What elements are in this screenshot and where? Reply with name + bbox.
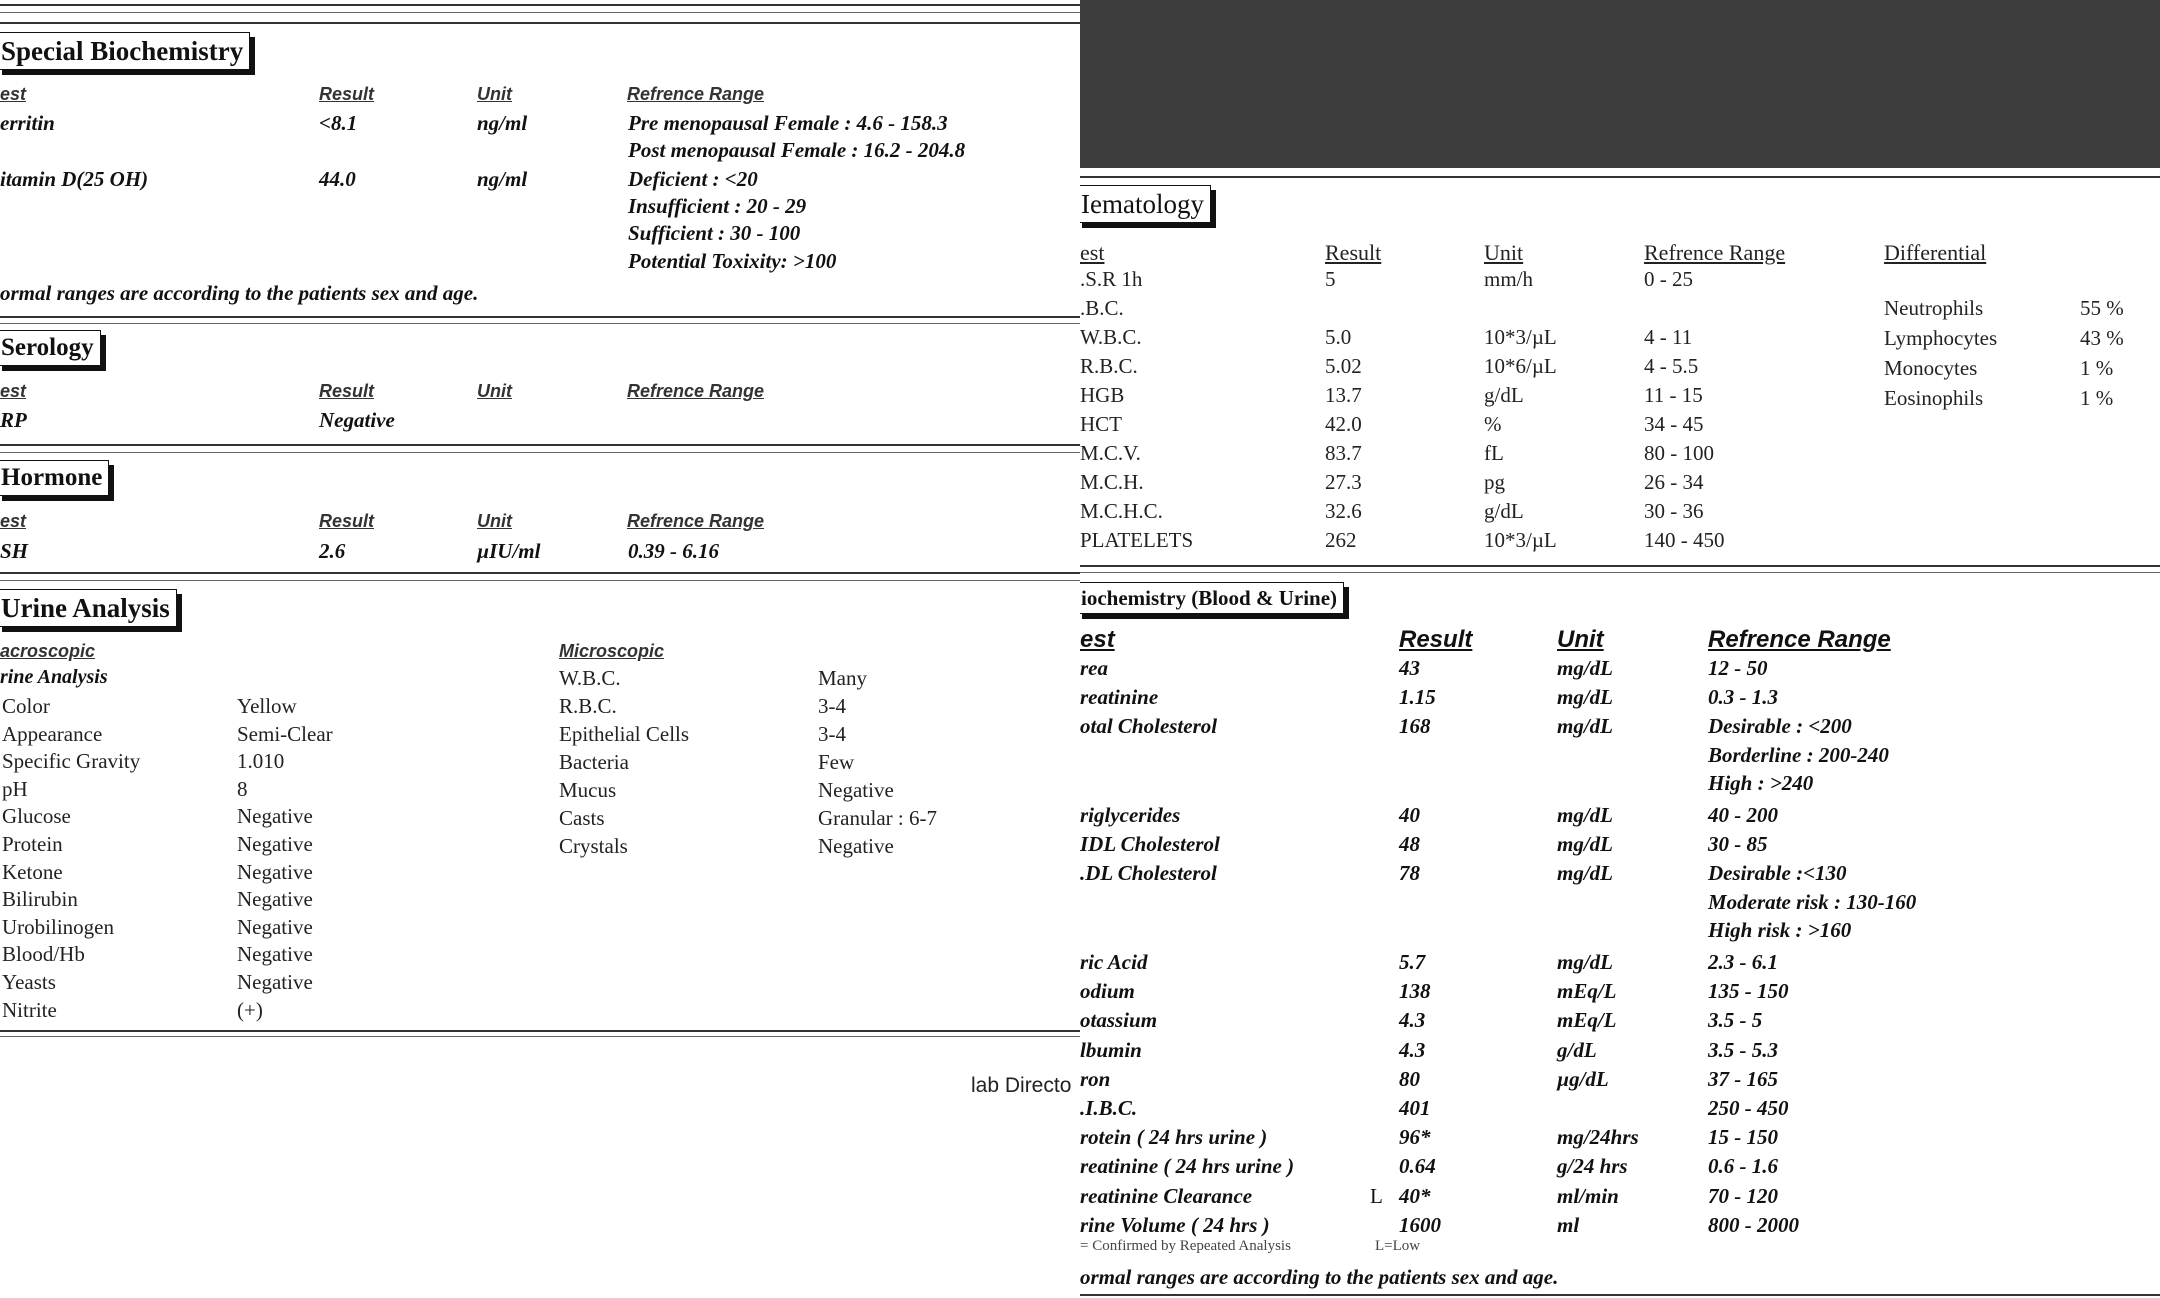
biochem-test-name: reatinine ( 24 hrs urine ) xyxy=(1080,1154,1295,1179)
hematology-range: 34 - 45 xyxy=(1644,412,1704,436)
biochem-result: 96* xyxy=(1399,1125,1431,1150)
biochem-result: 138 xyxy=(1399,979,1431,1004)
biochem-test-name: riglycerides xyxy=(1080,803,1181,827)
biochem-test-name: IDL Cholesterol xyxy=(1080,832,1220,857)
col-header-unit: Unit xyxy=(477,511,512,531)
tsh-range: 0.39 - 6.16 xyxy=(628,539,719,563)
hematology-unit: fL xyxy=(1484,441,1504,465)
biochem-test-name: reatinine Clearance xyxy=(1080,1183,1253,1208)
biochem-test-name: lbumin xyxy=(1080,1037,1142,1062)
biochem-range: 0.3 - 1.3 xyxy=(1708,685,1778,710)
serology-title: Serology xyxy=(0,330,101,366)
hematology-test-name: M.C.H. xyxy=(1080,470,1144,494)
biochem-unit: mg/dL xyxy=(1557,656,1613,680)
divider xyxy=(0,323,1080,324)
divider xyxy=(0,12,1080,13)
biochem-range: Desirable :<130 xyxy=(1708,861,1847,886)
normal-ranges-note: ormal ranges are according to the patients sex and age. xyxy=(1080,1265,1559,1289)
urine-macro-value: Negative xyxy=(237,859,313,884)
biochem-range: 12 - 50 xyxy=(1708,656,1768,680)
biochem-unit: g/dL xyxy=(1557,1037,1597,1062)
biochem-unit: g/24 hrs xyxy=(1557,1154,1628,1179)
low-flag-legend: L=Low xyxy=(1375,1238,1421,1254)
hematology-range: 30 - 36 xyxy=(1644,499,1704,523)
biochem-result: 1.15 xyxy=(1399,685,1436,710)
differential-value: 1 % xyxy=(2080,386,2114,410)
urine-macro-label: Blood/Hb xyxy=(2,942,85,967)
ferritin-range-line: Post menopausal Female : 16.2 - 204.8 xyxy=(628,138,966,162)
crp-result: Negative xyxy=(319,408,395,432)
col-header-result: Result xyxy=(1399,626,1473,653)
biochem-test-name: rotein ( 24 hrs urine ) xyxy=(1080,1125,1268,1150)
urine-macro-value: Semi-Clear xyxy=(237,721,333,746)
biochem-range: Moderate risk : 130-160 xyxy=(1708,889,1917,914)
hematology-result: 5.0 xyxy=(1325,325,1352,349)
urine-macro-value: Negative xyxy=(237,887,313,912)
urine-micro-value: Granular : 6-7 xyxy=(818,806,937,830)
biochem-range: 70 - 120 xyxy=(1708,1183,1778,1208)
biochem-result: 5.7 xyxy=(1399,950,1426,974)
vitamin-d-range-line: Insufficient : 20 - 29 xyxy=(628,194,807,218)
urine-macro-value: Negative xyxy=(237,832,313,856)
biochem-result: 40* xyxy=(1399,1183,1431,1208)
special-biochemistry-title: Special Biochemistry xyxy=(0,32,250,70)
divider xyxy=(1080,572,2160,573)
hematology-unit: mm/h xyxy=(1484,267,1534,291)
col-header-unit: Unit xyxy=(477,381,512,401)
biochem-range: 0.6 - 1.6 xyxy=(1708,1154,1778,1179)
differential-name: Eosinophils xyxy=(1884,386,1984,410)
biochem-unit: mg/dL xyxy=(1557,685,1613,710)
microscopic-header: Microscopic xyxy=(559,641,665,661)
normal-ranges-note: ormal ranges are according to the patients sex and age. xyxy=(0,281,479,305)
biochem-unit: mg/dL xyxy=(1557,861,1613,886)
urine-micro-value: Negative xyxy=(818,778,894,802)
biochem-unit: ml xyxy=(1557,1212,1580,1237)
biochem-test-name: otassium xyxy=(1080,1008,1158,1033)
urine-macro-label: Ketone xyxy=(2,859,63,884)
hematology-unit: 10*6/µL xyxy=(1484,354,1557,378)
biochem-unit: mEq/L xyxy=(1557,1008,1617,1033)
col-header-unit: Unit xyxy=(1557,626,1604,653)
hematology-result: 32.6 xyxy=(1325,499,1362,523)
tsh-name: SH xyxy=(0,539,29,563)
hematology-range: 140 - 450 xyxy=(1644,528,1725,552)
divider xyxy=(0,22,1080,24)
biochem-range: 3.5 - 5 xyxy=(1708,1008,1763,1033)
vitamin-d-range-line: Potential Toxixity: >100 xyxy=(628,249,837,273)
col-header-result: Result xyxy=(319,84,375,104)
hematology-unit: g/dL xyxy=(1484,383,1524,407)
ferritin-range-line: Pre menopausal Female : 4.6 - 158.3 xyxy=(628,111,948,135)
biochem-test-name: ron xyxy=(1080,1066,1111,1091)
biochem-result: 40 xyxy=(1399,803,1420,827)
divider xyxy=(0,452,1080,453)
vitamin-d-range-line: Deficient : <20 xyxy=(628,167,758,191)
biochem-range: 15 - 150 xyxy=(1708,1125,1778,1150)
divider xyxy=(0,316,1080,318)
dark-header-band xyxy=(1080,0,2160,168)
hematology-unit: % xyxy=(1484,412,1502,436)
biochem-unit: mg/dL xyxy=(1557,714,1613,739)
urine-micro-label: Casts xyxy=(559,806,605,830)
confirmed-footnote: = Confirmed by Repeated Analysis xyxy=(1080,1238,1291,1254)
urine-macro-label: Specific Gravity xyxy=(2,749,141,774)
biochem-result: 401 xyxy=(1399,1096,1431,1120)
hematology-unit: g/dL xyxy=(1484,499,1524,523)
col-header-unit: Unit xyxy=(1484,240,1524,265)
hematology-test-name: W.B.C. xyxy=(1080,325,1142,349)
biochem-test-name: .I.B.C. xyxy=(1080,1096,1138,1120)
urine-macro-value: 8 xyxy=(237,776,248,801)
hematology-result: 42.0 xyxy=(1325,412,1362,436)
biochem-range: 250 - 450 xyxy=(1708,1096,1789,1120)
urine-macro-value: 1.010 xyxy=(237,749,285,774)
hematology-range: 0 - 25 xyxy=(1644,267,1693,291)
biochem-flag: L xyxy=(1370,1183,1383,1208)
biochem-test-name: odium xyxy=(1080,979,1135,1004)
tsh-result: 2.6 xyxy=(319,539,346,563)
urine-micro-label: Crystals xyxy=(559,834,628,858)
urine-macro-label: Color xyxy=(2,694,50,718)
hematology-test-name: PLATELETS xyxy=(1080,528,1194,552)
col-header-test: est xyxy=(1080,240,1105,265)
urine-macro-value: Negative xyxy=(237,970,313,994)
col-header-test: est xyxy=(1080,626,1115,653)
biochem-unit: mg/24hrs xyxy=(1557,1125,1639,1150)
urine-micro-label: Bacteria xyxy=(559,750,629,774)
urine-micro-label: R.B.C. xyxy=(559,694,617,718)
vitamin-d-range-line: Sufficient : 30 - 100 xyxy=(628,221,801,245)
urine-macro-label: Urobilinogen xyxy=(2,914,114,939)
tsh-unit: µIU/ml xyxy=(477,539,541,563)
biochem-test-name: rea xyxy=(1080,656,1108,680)
hematology-range: 80 - 100 xyxy=(1644,441,1714,465)
biochem-unit: mg/dL xyxy=(1557,832,1613,857)
macroscopic-header: acroscopic xyxy=(0,641,96,661)
hormone-title: Hormone xyxy=(0,460,109,496)
biochem-result: 0.64 xyxy=(1399,1154,1436,1179)
divider xyxy=(0,1036,1080,1037)
hematology-result: 13.7 xyxy=(1325,383,1362,407)
hematology-range: 4 - 11 xyxy=(1644,325,1693,349)
urine-micro-value: Few xyxy=(818,750,855,774)
ferritin-unit: ng/ml xyxy=(477,111,528,135)
col-header-range: Refrence Range xyxy=(627,511,765,531)
hematology-range: 11 - 15 xyxy=(1644,383,1703,407)
divider xyxy=(0,580,1080,581)
biochem-range: High : >240 xyxy=(1708,771,1814,796)
hematology-unit: 10*3/µL xyxy=(1484,325,1557,349)
vitamin-d-name: itamin D(25 OH) xyxy=(0,167,149,191)
hematology-title: Iematology xyxy=(1080,185,1211,223)
biochem-result: 43 xyxy=(1399,656,1420,680)
biochem-result: 4.3 xyxy=(1399,1008,1426,1033)
biochem-range: 40 - 200 xyxy=(1708,803,1778,827)
biochem-test-name: ric Acid xyxy=(1080,950,1148,974)
lab-director-label: lab Directo xyxy=(971,1074,1072,1097)
biochem-unit: mg/dL xyxy=(1557,803,1613,827)
biochem-test-name: .DL Cholesterol xyxy=(1080,861,1217,886)
hematology-test-name: .B.C. xyxy=(1080,296,1124,320)
differential-value: 55 % xyxy=(2080,296,2124,320)
differential-value: 43 % xyxy=(2080,326,2124,350)
hematology-test-name: M.C.H.C. xyxy=(1080,499,1163,523)
biochem-result: 1600 xyxy=(1399,1212,1441,1237)
biochem-unit: mEq/L xyxy=(1557,979,1617,1004)
hematology-result: 27.3 xyxy=(1325,470,1362,494)
divider xyxy=(0,1030,1080,1032)
biochem-range: 800 - 2000 xyxy=(1708,1212,1799,1237)
hematology-test-name: .S.R 1h xyxy=(1080,267,1143,291)
biochem-result: 48 xyxy=(1399,832,1420,857)
urine-macro-label: Bilirubin xyxy=(2,887,78,912)
ferritin-result: <8.1 xyxy=(319,111,358,135)
hematology-result: 83.7 xyxy=(1325,441,1362,465)
biochem-result: 78 xyxy=(1399,861,1420,886)
differential-name: Monocytes xyxy=(1884,356,1978,380)
biochem-unit: µg/dL xyxy=(1557,1066,1609,1091)
divider xyxy=(0,4,1080,6)
crp-name: RP xyxy=(0,408,27,432)
hematology-unit: pg xyxy=(1484,470,1505,494)
biochem-test-name: rine Volume ( 24 hrs ) xyxy=(1080,1212,1270,1237)
urine-micro-value: Many xyxy=(818,666,867,690)
urine-macro-value: (+) xyxy=(237,997,263,1022)
biochem-range: 30 - 85 xyxy=(1708,832,1768,857)
divider xyxy=(1080,1294,2160,1296)
col-header-test: est xyxy=(0,511,27,531)
hematology-test-name: M.C.V. xyxy=(1080,441,1141,465)
urine-micro-value: 3-4 xyxy=(818,722,846,746)
col-header-result: Result xyxy=(319,511,375,531)
hematology-range: 4 - 5.5 xyxy=(1644,354,1699,378)
divider xyxy=(0,572,1080,574)
col-header-unit: Unit xyxy=(477,84,512,104)
vitamin-d-unit: ng/ml xyxy=(477,167,528,191)
differential-name: Neutrophils xyxy=(1884,296,1984,320)
biochem-unit: mg/dL xyxy=(1557,950,1613,974)
biochem-range: 135 - 150 xyxy=(1708,979,1789,1004)
col-header-range: Refrence Range xyxy=(627,381,765,401)
hematology-unit: 10*3/µL xyxy=(1484,528,1557,552)
differential-value: 1 % xyxy=(2080,356,2114,380)
hematology-result: 262 xyxy=(1325,528,1357,552)
urine-macro-value: Yellow xyxy=(237,694,297,718)
ferritin-name: erritin xyxy=(0,111,55,135)
urine-micro-label: Epithelial Cells xyxy=(559,722,690,746)
col-header-result: Result xyxy=(1325,240,1382,265)
urine-micro-label: W.B.C. xyxy=(559,666,621,690)
urine-macro-value: Negative xyxy=(237,942,313,967)
biochem-result: 80 xyxy=(1399,1066,1420,1091)
urine-macro-label: pH xyxy=(2,776,28,801)
col-header-range: Refrence Range xyxy=(627,84,765,104)
biochem-range: Borderline : 200-240 xyxy=(1708,742,1889,767)
biochemistry-title: iochemistry (Blood & Urine) xyxy=(1080,582,1344,614)
divider xyxy=(1080,176,2160,178)
urine-analysis-subheader: rine Analysis xyxy=(0,666,108,688)
differential-name: Lymphocytes xyxy=(1884,326,1998,350)
hematology-result: 5.02 xyxy=(1325,354,1362,378)
vitamin-d-result: 44.0 xyxy=(319,167,356,191)
biochem-range: Desirable : <200 xyxy=(1708,714,1852,739)
col-header-result: Result xyxy=(319,381,375,401)
hematology-test-name: HCT xyxy=(1080,412,1122,436)
biochem-range: High risk : >160 xyxy=(1708,918,1852,943)
hematology-result: 5 xyxy=(1325,267,1336,291)
divider xyxy=(0,444,1080,446)
biochem-result: 168 xyxy=(1399,714,1431,739)
divider xyxy=(1080,565,2160,567)
biochem-unit: ml/min xyxy=(1557,1183,1619,1208)
col-header-range: Refrence Range xyxy=(1644,240,1786,265)
urine-macro-value: Negative xyxy=(237,914,313,939)
hematology-range: 26 - 34 xyxy=(1644,470,1704,494)
hematology-test-name: R.B.C. xyxy=(1080,354,1138,378)
urine-micro-value: 3-4 xyxy=(818,694,846,718)
urine-macro-value: Negative xyxy=(237,804,313,829)
urine-micro-value: Negative xyxy=(818,834,894,858)
urine-analysis-title: Urine Analysis xyxy=(0,589,177,627)
col-header-differential: Differential xyxy=(1884,240,1987,265)
biochem-result: 4.3 xyxy=(1399,1037,1426,1062)
biochem-range: 37 - 165 xyxy=(1708,1066,1778,1091)
urine-macro-label: Appearance xyxy=(2,721,103,746)
col-header-test: est xyxy=(0,84,27,104)
biochem-range: 2.3 - 6.1 xyxy=(1708,950,1778,974)
hematology-test-name: HGB xyxy=(1080,383,1125,407)
biochem-range: 3.5 - 5.3 xyxy=(1708,1037,1778,1062)
urine-macro-label: Protein xyxy=(2,832,63,856)
urine-micro-label: Mucus xyxy=(559,778,617,802)
urine-macro-label: Nitrite xyxy=(2,997,57,1022)
urine-macro-label: Yeasts xyxy=(2,970,56,994)
col-header-range: Refrence Range xyxy=(1708,626,1891,653)
right-report-page xyxy=(1080,0,2160,1298)
col-header-test: est xyxy=(0,381,27,401)
biochem-test-name: otal Cholesterol xyxy=(1080,714,1218,739)
urine-macro-label: Glucose xyxy=(2,804,71,829)
biochem-test-name: reatinine xyxy=(1080,685,1159,710)
